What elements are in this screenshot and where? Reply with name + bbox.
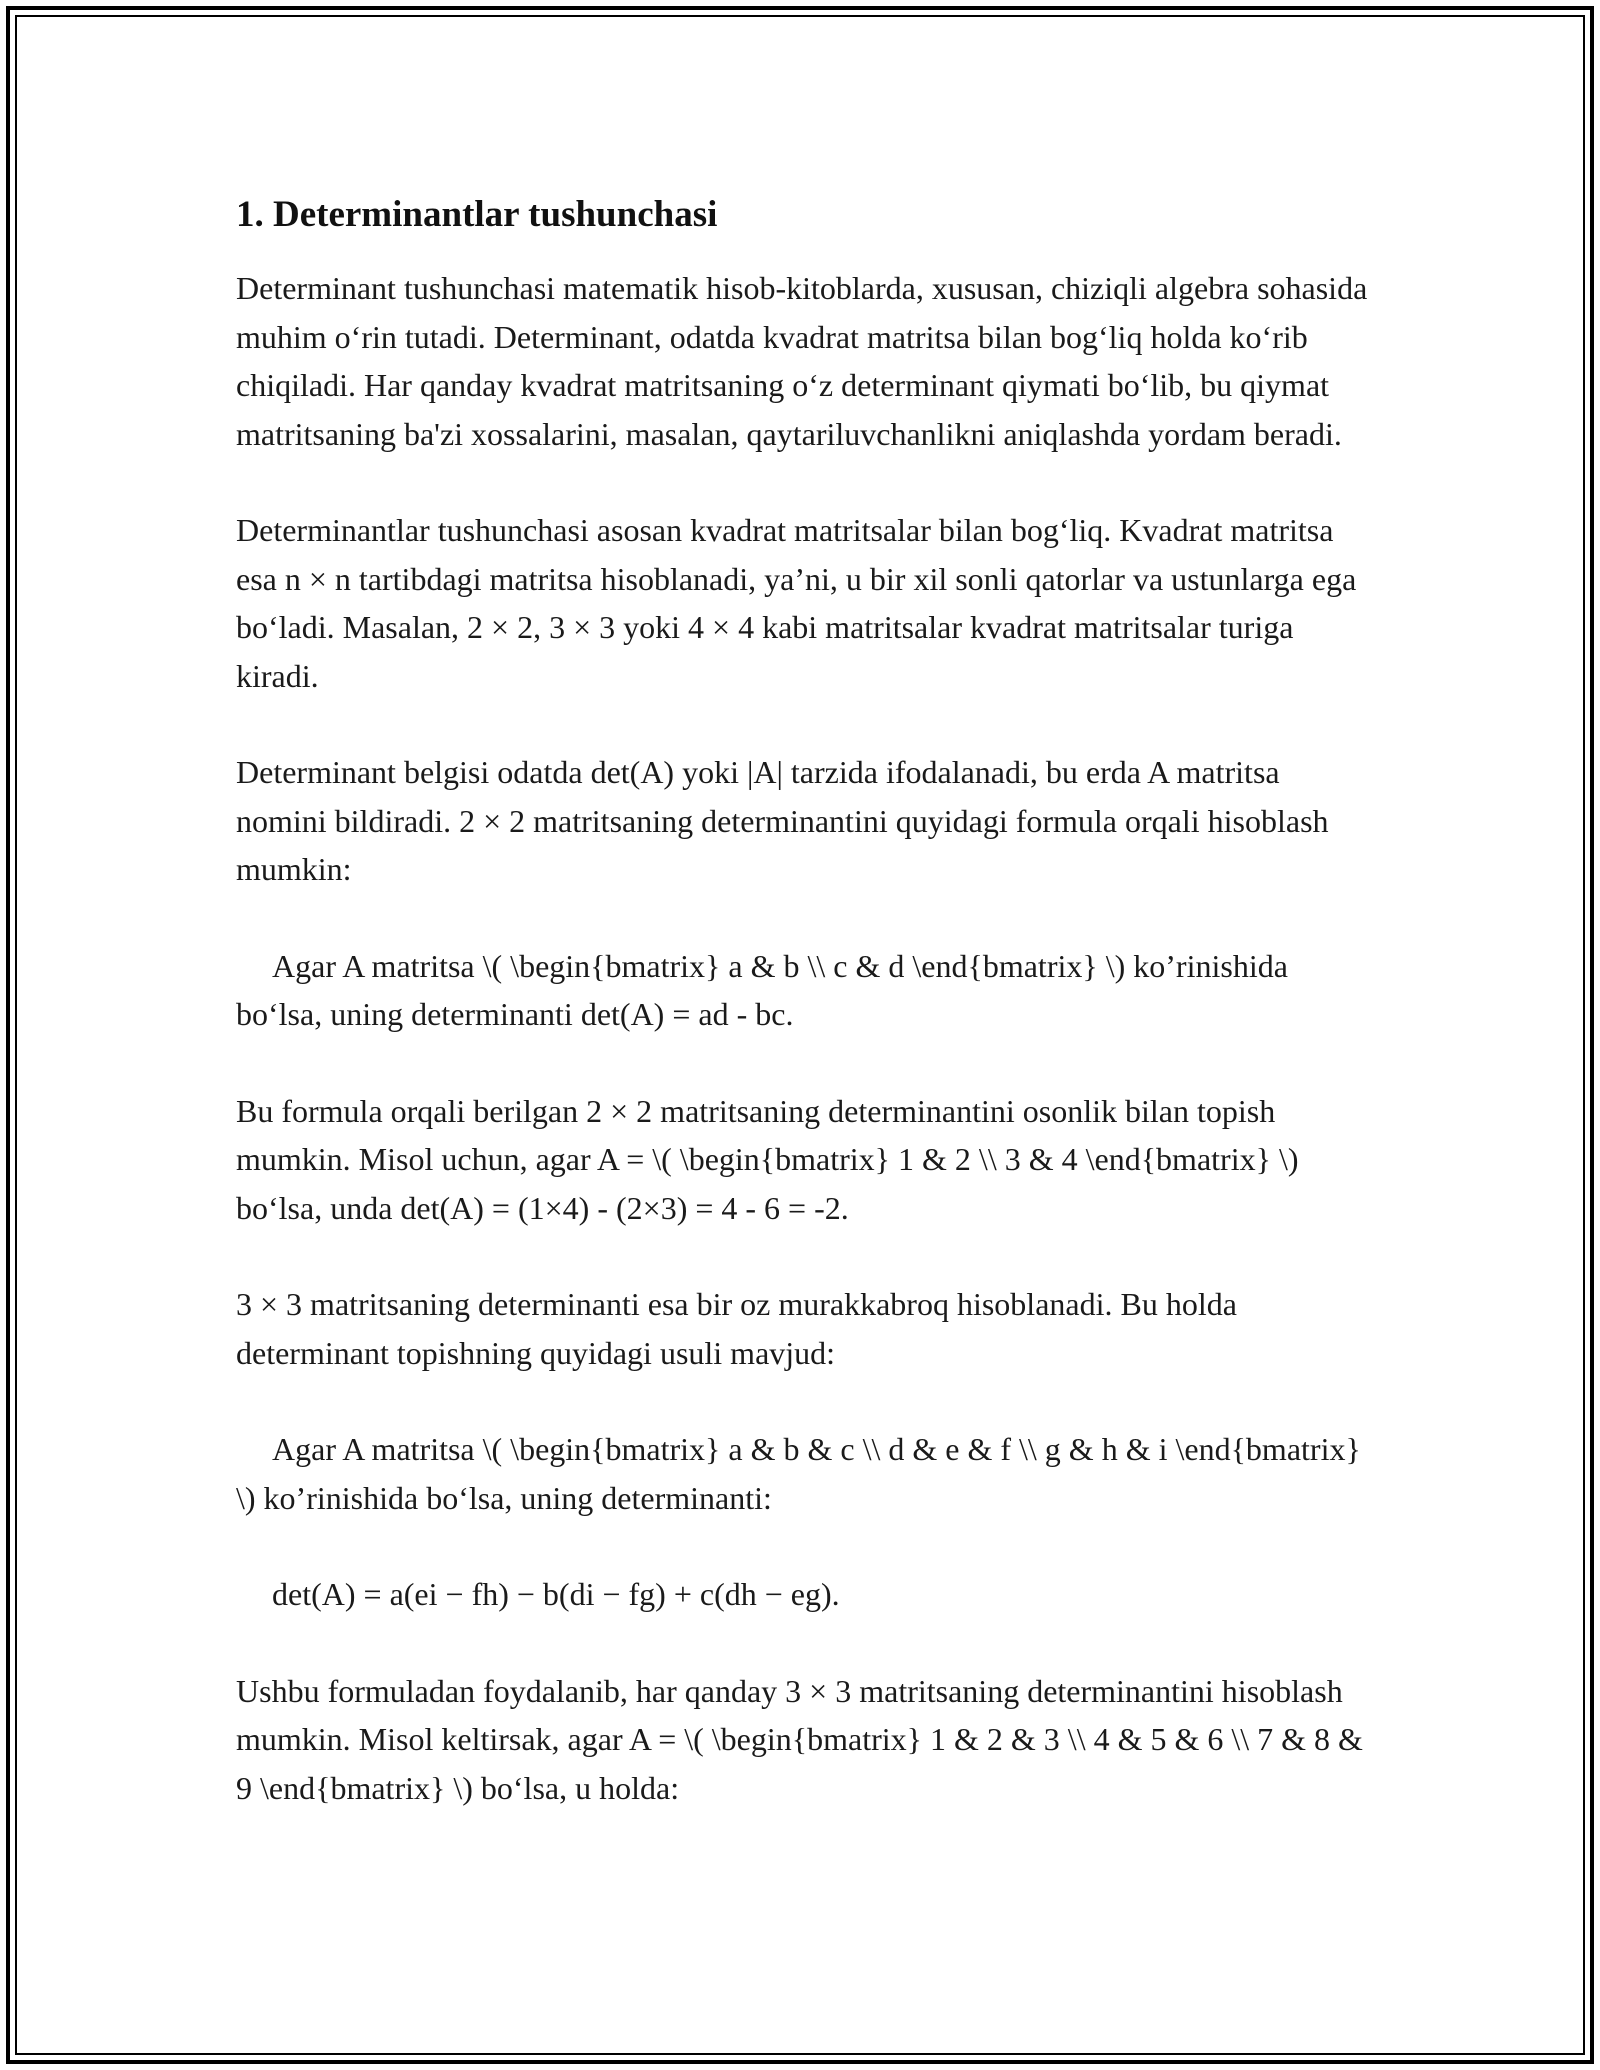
paragraph-3x3-intro: 3 × 3 matritsaning determinanti esa bir oz murakkabroq hisoblanadi. Bu holda determinant topishning quyidagi usuli mavjud:	[236, 1286, 1237, 1371]
formula-2x2-definition: Agar A matritsa \( \begin{bmatrix} a & b \\ c & d \end{bmatrix} \) ko’rinishida bo‘lsa, uning determinanti det(A) = ad - bc.	[236, 947, 1288, 1032]
document-body	[236, 186, 1370, 1860]
formula-3x3-expansion: det(A) = a(ei − fh) − b(di − fg) + c(dh − eg).	[272, 1576, 840, 1612]
paragraph-square-matrix: Determinantlar tushunchasi asosan kvadrat matritsalar bilan bog‘liq. Kvadrat matritsa esa n × n tartibdagi matritsa hisoblanadi, ya’ni, u bir xil sonli qatorlar va ustunlarga ega bo‘ladi. Masalan, 2 × 2, 3 × 3 yoki 4 × 4 kabi matritsalar kvadrat matritsalar turiga kiradi.	[236, 512, 1357, 694]
paragraph-2x2-example: Bu formula orqali berilgan 2 × 2 matritsaning determinantini osonlik bilan topish mumkin. Misol uchun, agar A = \( \begin{bmatrix} 1 & 2 \\ 3 & 4 \end{bmatrix} \) bo‘lsa, unda det(A) = (1×4) - (2×3) = 4 - 6 = -2.	[236, 1092, 1299, 1226]
formula-3x3-definition: Agar A matritsa \( \begin{bmatrix} a & b & c \\ d & e & f \\ g & h & i \end{bmatrix} \) ko’rinishida bo‘lsa, uning determinanti:	[236, 1431, 1361, 1516]
paragraph-notation: Determinant belgisi odatda det(A) yoki |A| tarzida ifodalanadi, bu erda A matritsa nomini bildiradi. 2 × 2 matritsaning determinantini quyidagi formula orqali hisoblash mumkin:	[236, 754, 1329, 887]
paragraph-intro: Determinant tushunchasi matematik hisob-kitoblarda, xususan, chiziqli algebra sohasida muhim o‘rin tutadi. Determinant, odatda kvadrat matritsa bilan bog‘liq holda ko‘rib chiqiladi. Har qanday kvadrat matritsaning o‘z determinant qiymati bo‘lib, bu qiymat matritsaning ba'zi xossalarini, masalan, qaytariluvchanlikni aniqlashda yordam beradi.	[236, 270, 1368, 452]
paragraph-3x3-example: Ushbu formuladan foydalanib, har qanday 3 × 3 matritsaning determinantini hisoblash mumkin. Misol keltirsak, agar A = \( \begin{bmatrix} 1 & 2 & 3 \\ 4 & 5 & 6 \\ 7 & 8 & 9 \end{bmatrix} \) bo‘lsa, u holda:	[236, 1672, 1363, 1806]
section-heading: 1. Determinantlar tushunchasi	[236, 194, 718, 235]
